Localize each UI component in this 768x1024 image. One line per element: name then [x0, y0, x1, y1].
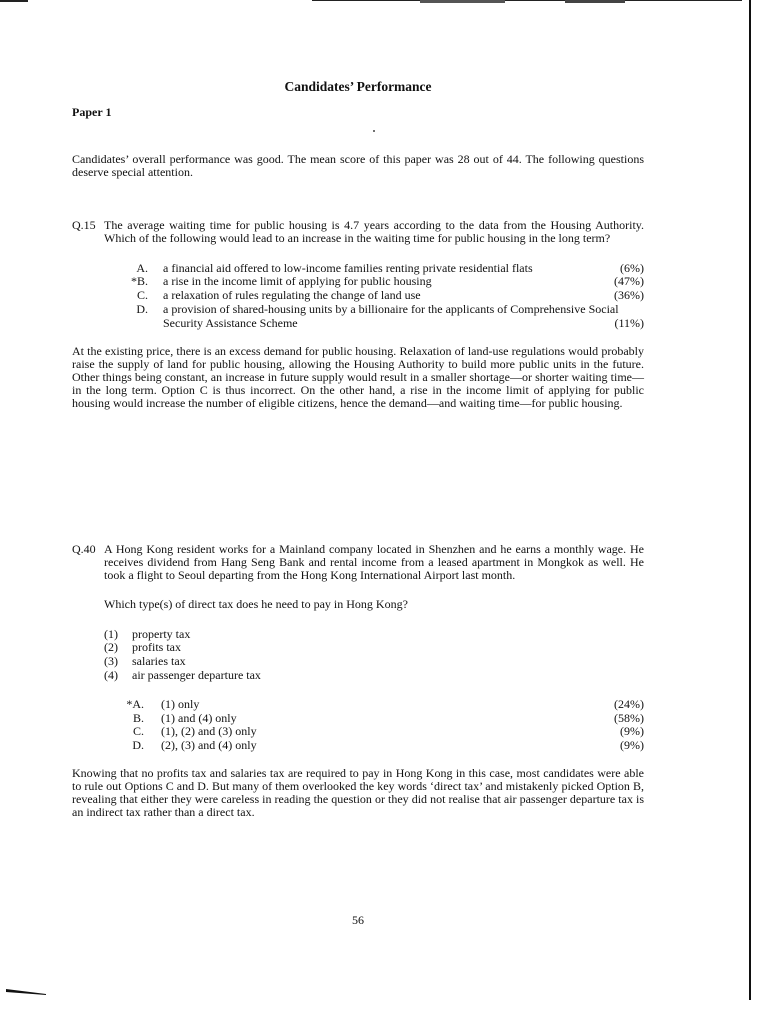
intro-paragraph: Candidates’ overall performance was good. The mean score of this paper was 28 out of 44. The following questions deserve special attention. [72, 152, 644, 179]
option-letter: A. [136, 261, 148, 275]
explanation-paragraph: At the existing price, there is an excess demand for public housing. Relaxation of land-use regulations would probably raise the supply of land for public housing, allowing the Housing Authority to build more public units in the future. Other things being constant, an increase in future supply would result in a smaller shortage—or shorter waiting time—in the long term. Option C is thus incorrect. On the other hand, a rise in the income limit of applying for public housing would increase the number of eligible citizens, hence the demand—and waiting time—for public housing. [72, 344, 644, 410]
question-text: A Hong Kong resident works for a Mainland company located in Shenzhen and he earns a monthly wage. He receives dividend from Hang Seng Bank and rental income from a leased apartment in Mongkok as well. He took a flight to Seoul departing from the Hong Kong International Airport last month. [104, 542, 644, 582]
list-item-number: (4) [104, 668, 118, 682]
scan-edge-mark [0, 0, 28, 2]
scan-edge-mark [312, 0, 742, 1]
question-number: Q.40 [72, 542, 96, 556]
option-percentage: (11%) [614, 316, 644, 330]
page-title: Candidates’ Performance [284, 79, 432, 94]
option-letter: C. [136, 288, 148, 302]
option-text: a rise in the income limit of applying for public housing [163, 274, 432, 288]
option-percentage: (47%) [614, 274, 644, 288]
option-text: (1) only [161, 697, 200, 711]
option-text: a provision of shared-housing units by a billionaire for the applicants of Comprehensive Social [163, 302, 619, 316]
answer-option [0, 725, 768, 738]
stray-dot [373, 130, 375, 132]
option-letter: *B. [130, 274, 148, 288]
scan-edge-top [0, 0, 768, 4]
option-letter: B. [132, 711, 144, 725]
option-percentage: (9%) [620, 738, 644, 752]
scan-corner-mark [6, 989, 46, 995]
option-text: (1) and (4) only [161, 711, 237, 725]
option-letter: C. [132, 724, 144, 738]
option-letter: *A. [126, 697, 144, 711]
option-letter: D. [132, 738, 144, 752]
option-percentage: (24%) [614, 697, 644, 711]
answer-option [0, 275, 768, 288]
option-text: Security Assistance Scheme [163, 316, 298, 330]
question-number: Q.15 [72, 218, 96, 232]
answer-option [0, 303, 768, 316]
option-percentage: (9%) [620, 724, 644, 738]
answer-option [0, 712, 768, 725]
answer-option [0, 698, 768, 711]
option-letter: D. [136, 302, 148, 316]
option-percentage: (6%) [620, 261, 644, 275]
list-item-number: (1) [104, 627, 118, 641]
option-percentage: (36%) [614, 288, 644, 302]
question-prompt: Which type(s) of direct tax does he need to pay in Hong Kong? [104, 597, 408, 611]
option-text: (2), (3) and (4) only [161, 738, 257, 752]
scan-edge-mark [420, 0, 505, 3]
list-item-text: property tax [132, 627, 191, 641]
list-item-number: (2) [104, 640, 118, 654]
option-text: (1), (2) and (3) only [161, 724, 257, 738]
list-item-text: air passenger departure tax [132, 668, 261, 682]
option-text: a relaxation of rules regulating the change of land use [163, 288, 421, 302]
paper-heading: Paper 1 [72, 105, 112, 119]
list-item-text: salaries tax [132, 654, 186, 668]
explanation-paragraph: Knowing that no profits tax and salaries tax are required to pay in Hong Kong in this case, most candidates were able to rule out Options C and D. But many of them overlooked the key words ‘direct tax’ and mistakenly picked Option B, revealing that either they were careless in reading the question or they did not realise that air passenger departure tax is an indirect tax rather than a direct tax. [72, 766, 644, 819]
scan-edge-mark [565, 0, 625, 3]
list-item-number: (3) [104, 654, 118, 668]
option-text: a financial aid offered to low-income families renting private residential flats [163, 261, 533, 275]
page-number: 56 [352, 913, 364, 927]
list-item-text: profits tax [132, 640, 181, 654]
answer-option [0, 289, 768, 302]
option-percentage: (58%) [614, 711, 644, 725]
scan-edge-right [749, 0, 751, 1000]
answer-option [0, 739, 768, 752]
question-text: The average waiting time for public housing is 4.7 years according to the data from the Housing Authority. Which of the following would lead to an increase in the waiting time for public housing in the long term? [104, 218, 644, 245]
answer-option-continued [0, 317, 768, 330]
